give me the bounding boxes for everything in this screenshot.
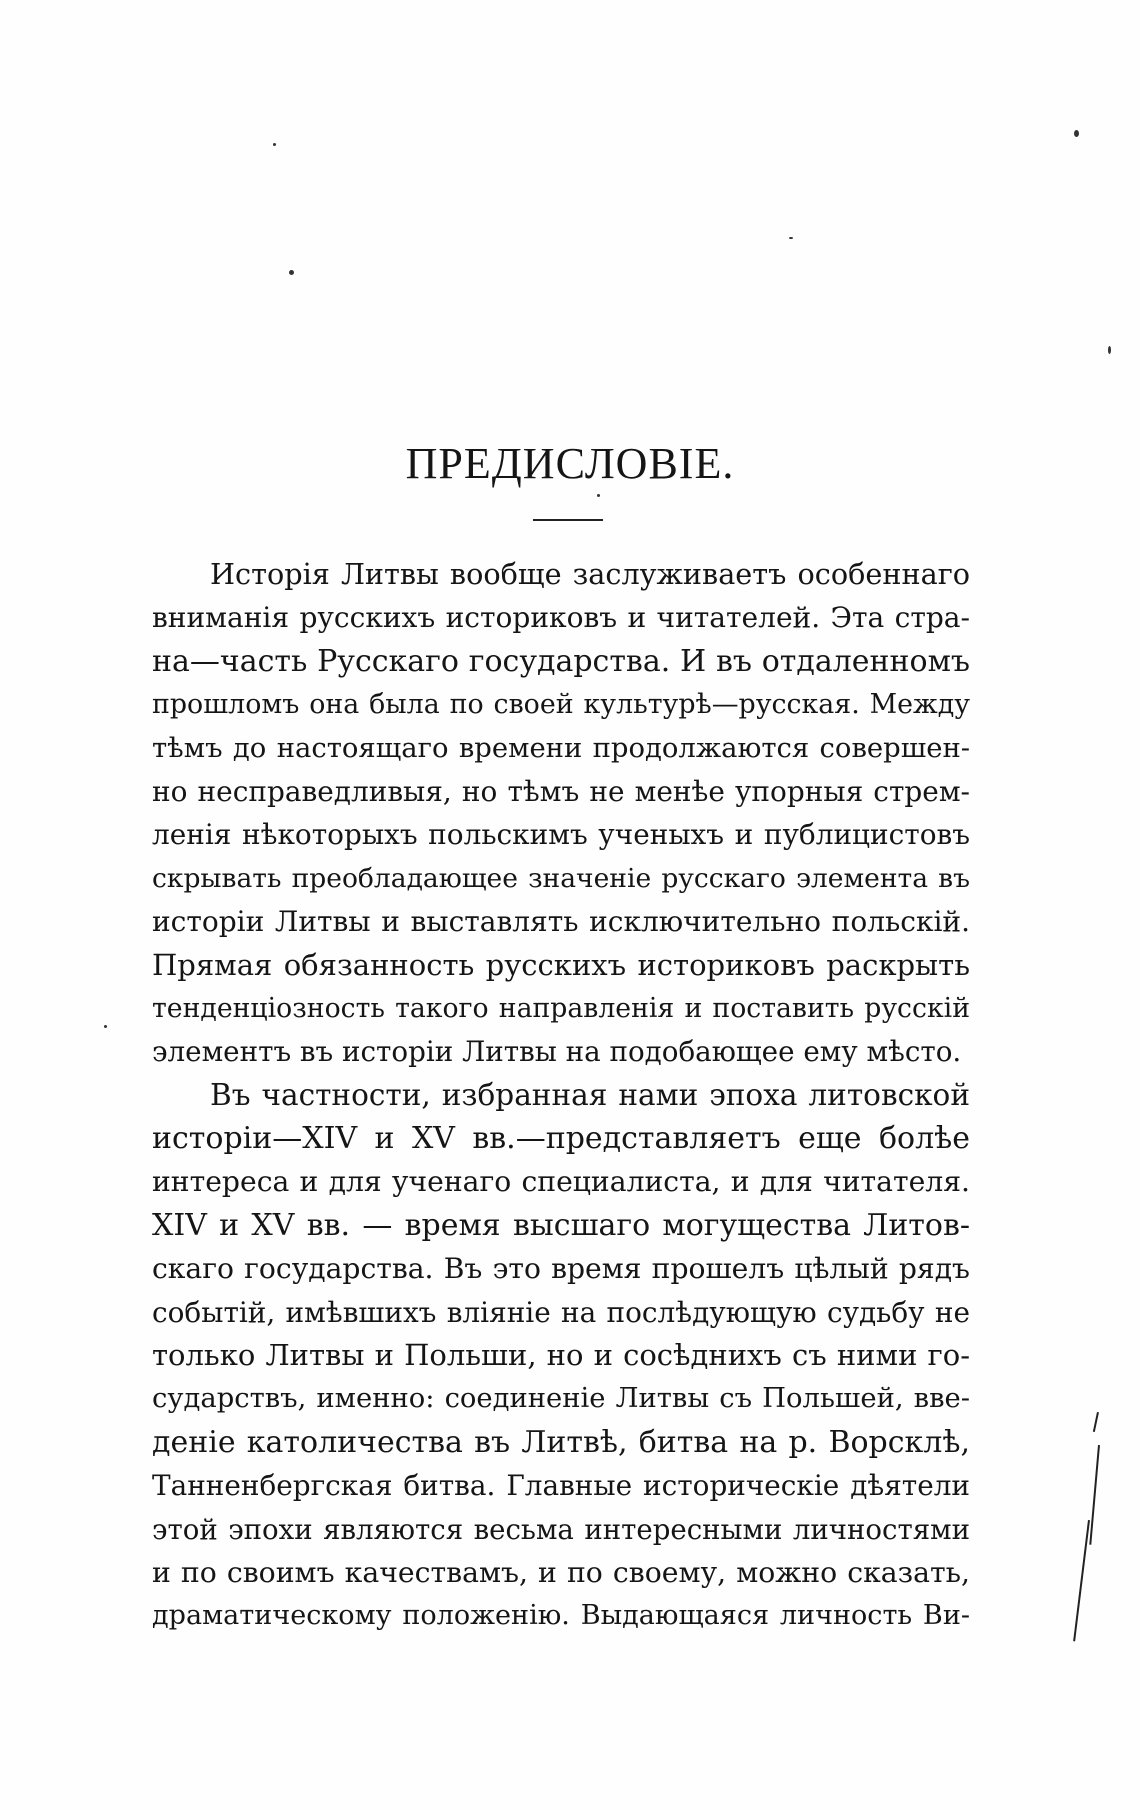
- text-line: исторіи Литвы и выставлять исключительно польскій.: [152, 905, 970, 939]
- scan-speck: [289, 270, 294, 275]
- text-line: сударствъ, именно: соединеніе Литвы съ Польшей, вве-: [152, 1383, 970, 1415]
- text-line: скаго государства. Въ это время прошелъ цѣлый рядъ: [152, 1252, 970, 1286]
- margin-mark: [1089, 1445, 1100, 1545]
- text-line: тѣмъ до настоящаго времени продолжаются совершен-: [152, 732, 970, 764]
- text-line: но несправедливыя, но тѣмъ не менѣе упорныя стрем-: [152, 774, 970, 808]
- scan-speck: [789, 237, 793, 239]
- paragraph-1: [152, 553, 970, 1074]
- title-rule: [533, 519, 603, 521]
- text-line: только Литвы и Польши, но и сосѣднихъ съ ними го-: [152, 1338, 970, 1373]
- text-line: элементъ въ исторіи Литвы на подобающее ему мѣсто.: [152, 1035, 962, 1069]
- text-line: Прямая обязанность русскихъ историковъ раскрыть: [152, 947, 970, 982]
- scan-speck: [104, 1025, 107, 1028]
- paragraph-2: [152, 1074, 970, 1638]
- text-line: скрывать преобладающее значеніе русскаго элемента въ: [152, 862, 970, 894]
- text-line: интереса и для ученаго специалиста, и для читателя.: [152, 1165, 970, 1199]
- text-line: ленія нѣкоторыхъ польскимъ ученыхъ и публицистовъ: [152, 818, 970, 852]
- text-line: деніе католичества въ Литвѣ, битва на р. Ворсклѣ,: [152, 1424, 970, 1460]
- text-line: исторіи—XIV и XV вв.—представляетъ еще болѣе: [152, 1121, 970, 1157]
- text-line: Танненбергская битва. Главные историческіе дѣятели: [152, 1469, 970, 1503]
- scan-speck: [1074, 130, 1079, 137]
- scan-speck: [1108, 346, 1111, 354]
- text-line: драматическому положенію. Выдающаяся личность Ви-: [152, 1600, 970, 1632]
- page-title: ПРЕДИСЛОВІЕ.: [405, 439, 735, 488]
- text-line: этой эпохи являются весьма интересными личностями: [152, 1512, 970, 1546]
- scan-speck: [273, 143, 276, 146]
- margin-mark: [1073, 1520, 1090, 1641]
- text-line: Въ частности, избранная нами эпоха литовской: [210, 1077, 970, 1112]
- text-line: на—часть Русскаго государства. И въ отдаленномъ: [152, 643, 970, 679]
- scan-speck: [597, 494, 600, 497]
- text-line: тенденціозность такого направленія и поставить русскій: [152, 992, 970, 1024]
- text-line: вниманія русскихъ историковъ и читателей. Эта стра-: [152, 601, 970, 635]
- body-text: [152, 553, 970, 1638]
- text-line: Исторія Литвы вообще заслуживаетъ особеннаго: [210, 557, 970, 591]
- text-line: XIV и XV вв. — время высшаго могущества Литов-: [152, 1207, 970, 1243]
- text-line: и по своимъ качествамъ, и по своему, можно сказать,: [152, 1555, 970, 1589]
- text-line: прошломъ она была по своей культурѣ—русская. Между: [152, 689, 970, 721]
- margin-mark: [1093, 1412, 1099, 1432]
- text-line: событій, имѣвшихъ вліяніе на послѣдующую судьбу не: [152, 1295, 970, 1329]
